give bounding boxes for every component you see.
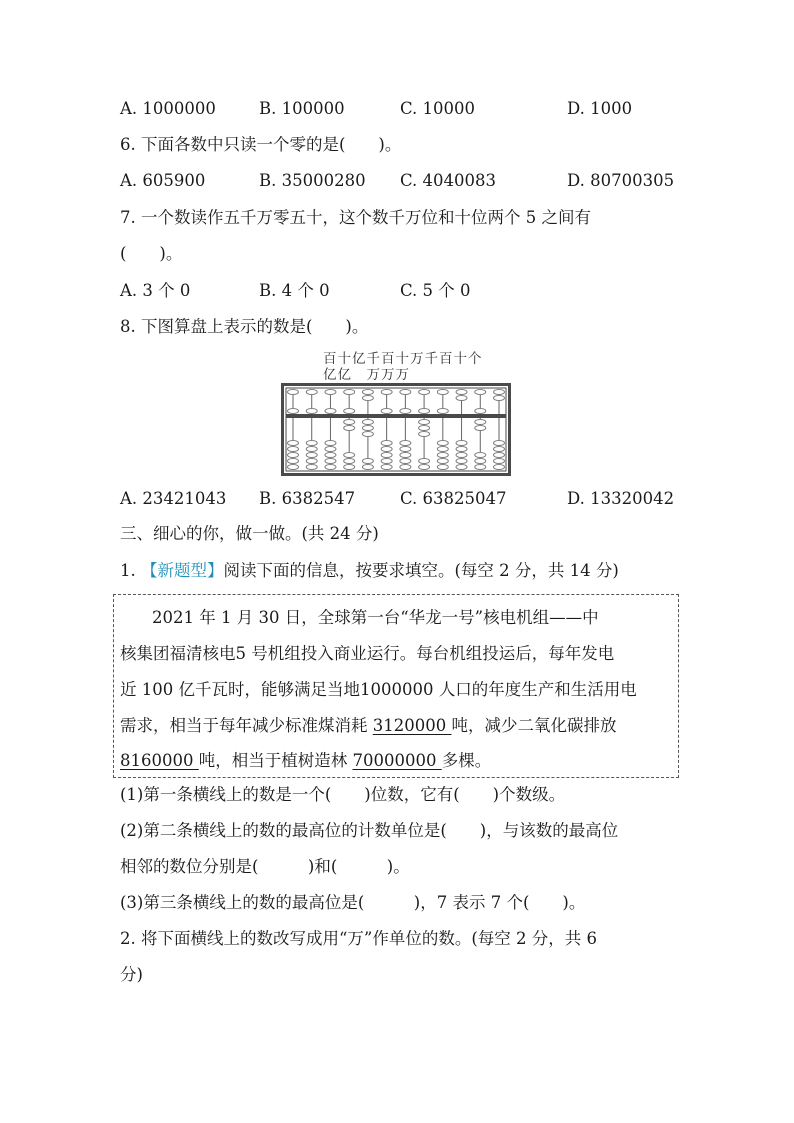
abacus-bead	[325, 409, 336, 414]
abacus-bead	[494, 465, 505, 470]
abacus-bead	[381, 390, 392, 395]
abacus-place-labels-top: 百十亿千百十万千百十个	[323, 351, 483, 367]
abacus-bead	[437, 441, 448, 446]
abacus-bead	[456, 447, 467, 452]
abacus-bead	[344, 459, 355, 464]
abacus-bead	[344, 426, 355, 431]
q7-stem-line2: ( )。	[120, 244, 183, 263]
abacus-bead	[362, 465, 373, 470]
abacus-bead	[344, 409, 355, 414]
abacus-bead	[325, 459, 336, 464]
abacus-beam	[286, 414, 506, 418]
abacus-bead	[475, 465, 486, 470]
abacus-bead	[306, 409, 317, 414]
q2-stem-line2: 分)	[120, 965, 143, 984]
abacus-bead	[362, 390, 373, 395]
section3-title: 三、细心的你，做一做。(共 24 分)	[120, 524, 379, 543]
q7-option-a: A. 3 个 0	[120, 281, 191, 300]
abacus-bead	[475, 453, 486, 458]
abacus-bead	[419, 432, 430, 437]
abacus-bead	[400, 459, 411, 464]
abacus-bead	[419, 465, 430, 470]
abacus-bead	[494, 447, 505, 452]
abacus-bead	[325, 447, 336, 452]
abacus-bead	[456, 465, 467, 470]
abacus-bead	[419, 426, 430, 431]
abacus-bead	[306, 447, 317, 452]
reading-passage-box	[113, 594, 679, 778]
passage-line-5-mid: 吨，相当于植树造林	[198, 751, 353, 770]
q8-stem: 8. 下图算盘上表示的数是( )。	[120, 317, 369, 336]
abacus-bead	[344, 390, 355, 395]
abacus-bead	[400, 390, 411, 395]
q5-option-c: C. 10000	[400, 99, 476, 118]
abacus-bead	[456, 390, 467, 395]
abacus-bead	[381, 447, 392, 452]
abacus-bead	[419, 459, 430, 464]
abacus-bead	[400, 453, 411, 458]
abacus-bead	[325, 453, 336, 458]
abacus-bead	[494, 441, 505, 446]
passage-line-3: 近 100 亿千瓦时，能够满足当地1000000 人口的年度生产和生活用电	[120, 680, 637, 699]
abacus-bead	[288, 459, 299, 464]
abacus-bead	[400, 441, 411, 446]
q5-option-b: B. 100000	[259, 99, 345, 118]
abacus-bead	[381, 441, 392, 446]
q6-stem: 6. 下面各数中只读一个零的是( )。	[120, 135, 402, 154]
abacus-bead	[400, 447, 411, 452]
abacus-bead	[344, 420, 355, 425]
abacus-bead	[362, 420, 373, 425]
q6-option-b: B. 35000280	[259, 171, 366, 190]
abacus-bead	[456, 459, 467, 464]
abacus-bead	[325, 465, 336, 470]
passage-line-2: 核集团福清核电5 号机组投入商业运行。每台机组投运后，每年发电	[120, 644, 615, 663]
q8-option-a: A. 23421043	[120, 489, 227, 508]
abacus-bead	[325, 390, 336, 395]
abacus-bead	[456, 441, 467, 446]
abacus-bead	[494, 459, 505, 464]
abacus-bead	[437, 390, 448, 395]
abacus-bead	[437, 409, 448, 414]
abacus-bead	[306, 459, 317, 464]
abacus-bead	[306, 453, 317, 458]
q8-option-c: C. 63825047	[400, 489, 507, 508]
abacus-bead	[288, 447, 299, 452]
underlined-number-1: 3120000	[372, 716, 452, 735]
q2-stem-line1: 2. 将下面横线上的数改写成用“万”作单位的数。(每空 2 分，共 6	[120, 929, 598, 948]
abacus-bead	[419, 420, 430, 425]
underlined-number-2: 8160000	[120, 751, 199, 770]
q8-option-b: B. 6382547	[259, 489, 356, 508]
passage-line-4	[120, 715, 616, 737]
passage-line-1: 2021 年 1 月 30 日，全球第一台“华龙一号”核电机组——中	[152, 608, 599, 627]
q1-stem-text: 阅读下面的信息，按要求填空。(每空 2 分，共 14 分)	[223, 561, 619, 580]
abacus-bead	[419, 390, 430, 395]
abacus-bead	[381, 453, 392, 458]
abacus-bead	[475, 426, 486, 431]
abacus-bead	[288, 465, 299, 470]
passage-line-4-pre: 需求，相当于每年减少标准煤消耗	[120, 716, 373, 735]
q7-option-b: B. 4 个 0	[259, 281, 330, 300]
abacus-bead	[437, 447, 448, 452]
underlined-number-3: 70000000	[352, 751, 442, 770]
q8-option-d: D. 13320042	[567, 489, 675, 508]
abacus-bead	[494, 453, 505, 458]
q1-sub-question-2-line2: 相邻的数位分别是( )和( )。	[120, 857, 410, 876]
abacus-bead	[306, 441, 317, 446]
abacus-bead	[362, 432, 373, 437]
abacus-bead	[400, 465, 411, 470]
passage-line-5	[120, 750, 491, 772]
passage-line-5-post: 多棵。	[441, 751, 492, 770]
abacus-bead	[475, 459, 486, 464]
q1-prefix: 1.	[120, 561, 141, 580]
abacus-bead	[437, 453, 448, 458]
abacus-bead	[362, 426, 373, 431]
abacus-bead	[494, 396, 505, 401]
q7-option-c: C. 5 个 0	[400, 281, 471, 300]
abacus-bead	[288, 441, 299, 446]
q1-stem	[120, 560, 619, 582]
abacus-bead	[306, 465, 317, 470]
abacus-bead	[475, 390, 486, 395]
abacus-bead	[344, 465, 355, 470]
abacus-bead	[344, 453, 355, 458]
abacus-bead	[325, 441, 336, 446]
abacus-place-labels-bottom: 亿亿 万万万	[323, 367, 410, 383]
abacus-bead	[381, 459, 392, 464]
q1-sub-question-2-line1: (2)第二条横线上的数的最高位的计数单位是( )，与该数的最高位	[120, 821, 619, 840]
abacus-bead	[362, 459, 373, 464]
abacus-bead	[288, 409, 299, 414]
abacus-bead	[419, 409, 430, 414]
abacus-image	[281, 383, 511, 476]
q6-option-a: A. 605900	[120, 171, 206, 190]
abacus-bead	[475, 420, 486, 425]
abacus-bead	[475, 409, 486, 414]
abacus-bead	[288, 453, 299, 458]
abacus-bead	[288, 390, 299, 395]
abacus-bead	[437, 465, 448, 470]
q5-option-d: D. 1000	[567, 99, 633, 118]
abacus-bead	[437, 459, 448, 464]
q6-option-d: D. 80700305	[567, 171, 675, 190]
q1-sub-question-1: (1)第一条横线上的数是一个( )位数，它有( )个数级。	[120, 785, 566, 804]
q6-option-c: C. 4040083	[400, 171, 497, 190]
abacus-bead	[456, 396, 467, 401]
q5-option-a: A. 1000000	[120, 99, 216, 118]
abacus-bead	[494, 390, 505, 395]
q1-sub-question-3: (3)第三条横线上的数的最高位是( )，7 表示 7 个( )。	[120, 893, 586, 912]
abacus-bead	[306, 390, 317, 395]
abacus-bead	[381, 409, 392, 414]
q7-stem-line1: 7. 一个数读作五千万零五十，这个数千万位和十位两个 5 之间有	[120, 208, 591, 227]
passage-line-4-post: 吨，减少二氧化碳排放	[451, 716, 617, 735]
abacus-bead	[362, 396, 373, 401]
abacus-bead	[400, 409, 411, 414]
new-question-type-tag: 【新题型】	[141, 561, 224, 580]
abacus-bead	[456, 453, 467, 458]
abacus-bead	[381, 465, 392, 470]
